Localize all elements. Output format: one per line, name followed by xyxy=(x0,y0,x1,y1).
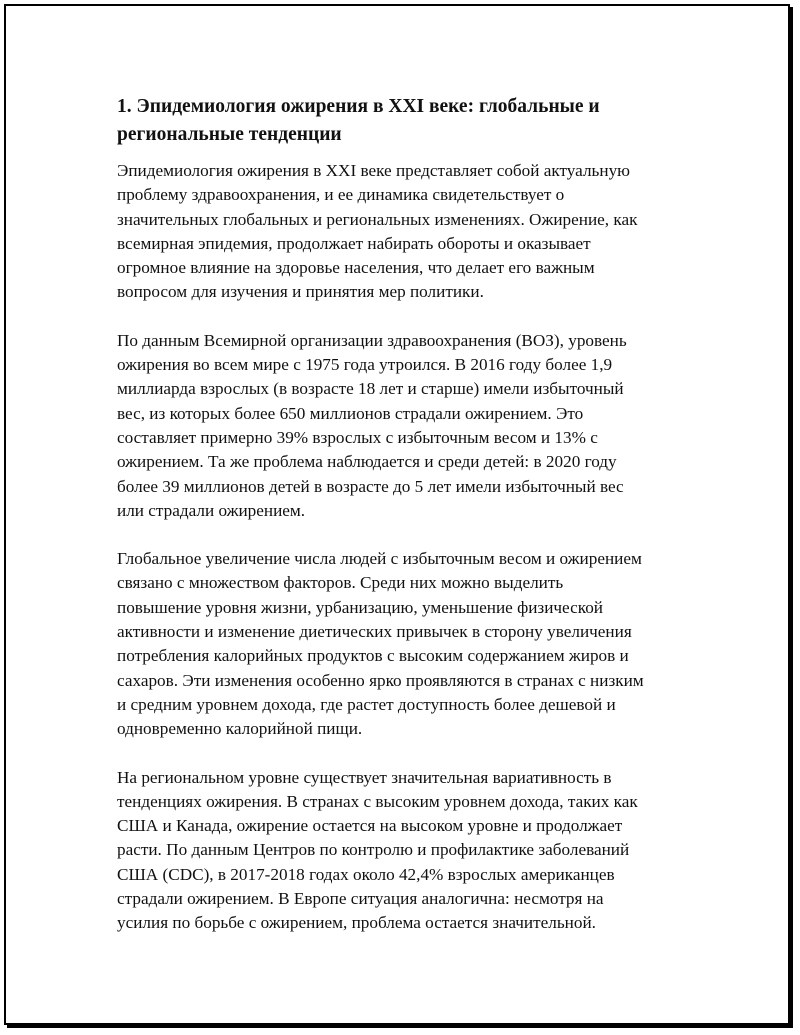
text-line: повышение уровня жизни, урбанизацию, уменьшение физической xyxy=(117,597,604,617)
text-line: или страдали ожирением. xyxy=(117,500,306,520)
text-line: ожирением. Та же проблема наблюдается и среди детей: в 2020 году xyxy=(117,452,617,472)
text-line: Эпидемиология ожирения в XXI веке представляет собой актуальную xyxy=(117,161,630,180)
heading-line: 1. Эпидемиология ожирения в XXI веке: глобальные и xyxy=(117,96,600,117)
text-line: значительных глобальных и региональных изменениях. Ожирение, как xyxy=(117,209,638,229)
text-line: потребления калорийных продуктов с высоким содержанием жиров и xyxy=(117,646,629,666)
text-line: На региональном уровне существует значительная вариативность в xyxy=(117,767,612,787)
text-line: усилия по борьбе с ожирением, проблема остается значительной. xyxy=(117,913,596,933)
text-line: тенденциях ожирения. В странах с высоким уровнем дохода, таких как xyxy=(117,791,638,811)
paragraph-global-factors xyxy=(117,547,697,741)
text-line: страдали ожирением. В Европе ситуация аналогична: несмотря на xyxy=(117,889,604,909)
text-line: вопросом для изучения и принятия мер политики. xyxy=(117,282,484,302)
text-line: Глобальное увеличение числа людей с избыточным весом и ожирением xyxy=(117,549,642,569)
text-line: США (CDC), в 2017-2018 годах около 42,4% взрослых американцев xyxy=(117,864,615,884)
text-line: США и Канада, ожирение остается на высоком уровне и продолжает xyxy=(117,816,623,836)
text-line: активности и изменение диетических привычек в сторону увеличения xyxy=(117,622,632,642)
heading-line: региональные тенденции xyxy=(117,124,342,145)
paragraph-who-data xyxy=(117,329,697,523)
text-line: вес, из которых более 650 миллионов страдали ожирением. Это xyxy=(117,403,584,423)
text-line: более 39 миллионов детей в возрасте до 5 лет имели избыточный вес xyxy=(117,476,624,496)
text-line: огромное влияние на здоровье населения, что делает его важным xyxy=(117,258,595,278)
paragraph-regional xyxy=(117,766,697,936)
paragraph-intro xyxy=(117,159,697,305)
text-line: связано с множеством факторов. Среди них можно выделить xyxy=(117,573,564,593)
text-line: сахаров. Эти изменения особенно ярко проявляются в странах с низким xyxy=(117,670,644,690)
text-line: миллиарда взрослых (в возрасте 18 лет и старше) имели избыточный xyxy=(117,379,624,399)
text-line: расти. По данным Центров по контролю и профилактике заболеваний xyxy=(117,840,630,860)
text-line: всемирная эпидемия, продолжает набирать обороты и оказывает xyxy=(117,233,591,253)
text-line: проблему здравоохранения, и ее динамика свидетельствует о xyxy=(117,185,565,205)
section-heading xyxy=(117,93,697,149)
text-line: По данным Всемирной организации здравоохранения (ВОЗ), уровень xyxy=(117,330,627,350)
text-line: одновременно калорийной пищи. xyxy=(117,719,363,739)
text-line: составляет примерно 39% взрослых с избыточным весом и 13% с xyxy=(117,427,598,447)
text-line: и средним уровнем дохода, где растет доступность более дешевой и xyxy=(117,694,616,714)
text-line: ожирения во всем мире с 1975 года утроился. В 2016 году более 1,9 xyxy=(117,355,613,375)
document-body xyxy=(117,93,697,960)
